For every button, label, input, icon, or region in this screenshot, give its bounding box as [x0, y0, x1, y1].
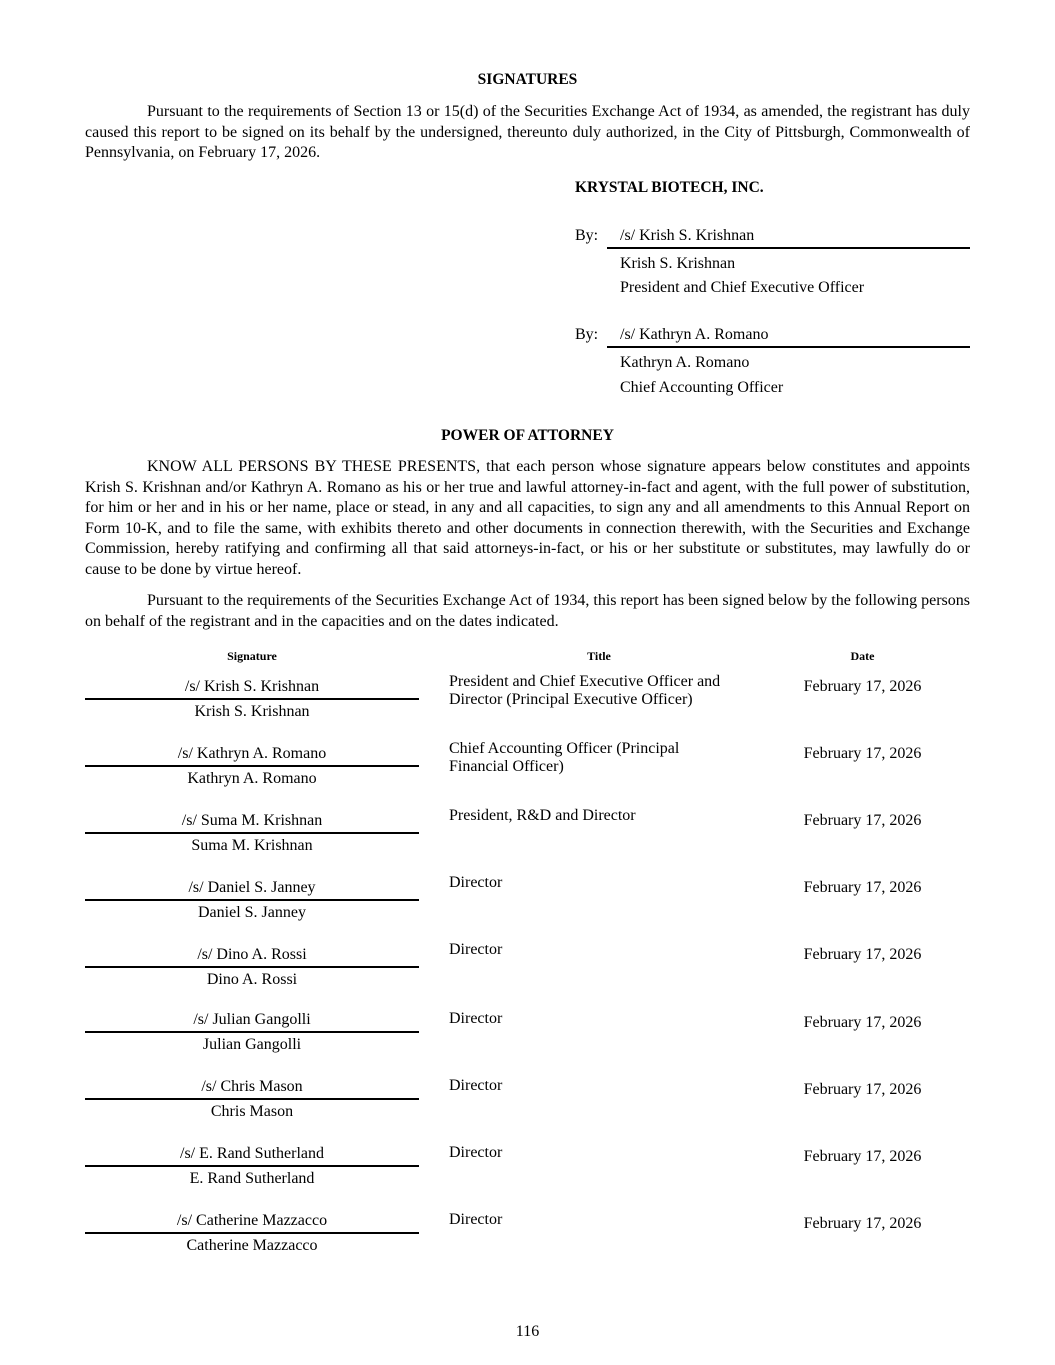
row-signature: /s/ Dino A. Rossi — [85, 945, 419, 968]
by-label: By: — [575, 227, 599, 244]
signature-column-header: Signature — [227, 649, 277, 663]
signature-row — [85, 941, 970, 1005]
row-date: February 17, 2026 — [803, 1215, 922, 1232]
row-date: February 17, 2026 — [803, 1081, 922, 1098]
company-name: KRYSTAL BIOTECH, INC. — [575, 179, 764, 196]
signer-title: President and Chief Executive Officer — [620, 279, 865, 296]
row-title: Director — [449, 1077, 503, 1094]
row-date: February 17, 2026 — [803, 812, 922, 829]
signatures-heading: SIGNATURES — [477, 71, 578, 88]
row-signature: /s/ Kathryn A. Romano — [85, 744, 419, 767]
row-name: E. Rand Sutherland — [189, 1170, 315, 1187]
row-title: Director — [449, 1144, 503, 1161]
row-signature: /s/ Suma M. Krishnan — [85, 811, 419, 834]
row-title: Director — [449, 874, 503, 891]
pursuant-paragraph: Pursuant to the requirements of the Securities Exchange Act of 1934, this report has been signed below by the following persons on behalf of the registrant and in the capacities and on the dates indicated. — [85, 592, 970, 630]
row-name: Catherine Mazzacco — [186, 1237, 318, 1254]
row-title: Director — [449, 1211, 503, 1228]
row-title: President, R&D and Director — [449, 807, 636, 824]
row-name: Daniel S. Janney — [198, 904, 306, 921]
signature-row — [85, 1144, 970, 1204]
row-name: Julian Gangolli — [202, 1036, 302, 1053]
row-signature: /s/ Chris Mason — [85, 1077, 419, 1100]
signature-text: /s/ Kathryn A. Romano — [620, 326, 769, 343]
poa-paragraph: KNOW ALL PERSONS BY THESE PRESENTS, that each person whose signature appears below constitutes and appoints Krish S. Krishnan and/or Kathryn A. Romano as his or her true and lawful attorney-in-fact and agent, with the full power of substitution, for him or her and in his or her name, place or stead, in any and all capacities, to sign any and all amendments to this Annual Report on Form 10-K, and to file the same, with exhibits thereto and other documents in connection therewith, with the Securities and Exchange Commission, hereby ratifying and confirming all that said attorneys-in-fact, or his or her substitute or substitutes, may lawfully do or cause to be done by virtue hereof. — [85, 458, 970, 578]
row-title: Director — [449, 941, 503, 958]
row-date: February 17, 2026 — [803, 1014, 922, 1031]
row-title: Director — [449, 1010, 503, 1027]
signature-line — [607, 226, 970, 249]
row-title: Chief Accounting Officer (Principal Financial Officer) — [449, 740, 680, 775]
row-signature: /s/ Julian Gangolli — [85, 1010, 419, 1033]
row-signature: /s/ Daniel S. Janney — [85, 878, 419, 901]
signature-row — [85, 740, 970, 804]
row-name: Suma M. Krishnan — [191, 837, 313, 854]
signature-row — [85, 1010, 970, 1070]
signature-row — [85, 874, 970, 938]
signature-line — [607, 325, 970, 348]
row-date: February 17, 2026 — [803, 745, 922, 762]
signer-name: Krish S. Krishnan — [620, 255, 736, 272]
signature-row — [85, 1077, 970, 1137]
row-title: President and Chief Executive Officer and Director (Principal Executive Officer) — [449, 673, 721, 708]
signature-row — [85, 673, 970, 737]
row-name: Kathryn A. Romano — [187, 770, 317, 787]
row-name: Chris Mason — [210, 1103, 294, 1120]
signatures-paragraph: Pursuant to the requirements of Section 13 or 15(d) of the Securities Exchange Act of 1934, as amended, the registrant has duly caused this report to be signed on its behalf by the undersigned, thereunto duly authorized, in the City of Pittsburgh, Commonwealth of Pennsylvania, on February 17, 2026. — [85, 103, 970, 161]
signature-row — [85, 807, 970, 871]
row-signature: /s/ Krish S. Krishnan — [85, 677, 419, 700]
title-column-header: Title — [587, 649, 611, 663]
by-label: By: — [575, 326, 599, 343]
page-number: 116 — [515, 1323, 540, 1340]
signature-text: /s/ Krish S. Krishnan — [620, 227, 755, 244]
signer-title: Chief Accounting Officer — [620, 379, 784, 396]
row-signature: /s/ E. Rand Sutherland — [85, 1144, 419, 1167]
poa-heading: POWER OF ATTORNEY — [441, 427, 614, 444]
signer-name: Kathryn A. Romano — [620, 354, 750, 371]
row-name: Dino A. Rossi — [206, 971, 298, 988]
row-signature: /s/ Catherine Mazzacco — [85, 1211, 419, 1234]
signature-row — [85, 1211, 970, 1271]
row-name: Krish S. Krishnan — [194, 703, 310, 720]
row-date: February 17, 2026 — [803, 879, 922, 896]
date-column-header: Date — [850, 649, 875, 663]
row-date: February 17, 2026 — [803, 1148, 922, 1165]
row-date: February 17, 2026 — [803, 946, 922, 963]
row-date: February 17, 2026 — [803, 678, 922, 695]
